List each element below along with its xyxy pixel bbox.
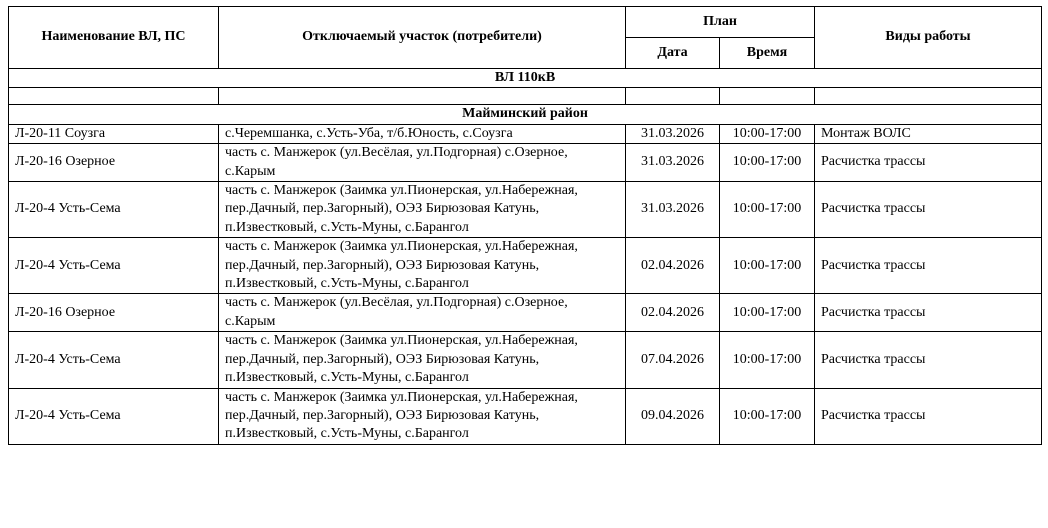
cell-line-name: Л-20-16 Озерное (9, 144, 219, 182)
cell-time: 10:00-17:00 (720, 332, 815, 388)
cell-work: Расчистка трассы (815, 144, 1042, 182)
cell-section: часть с. Манжерок (Заимка ул.Пионерская, ул.Набережная, пер.Дачный, пер.Загорный), ОЭЗ Бирюзовая Катунь, п.Известковый, с.Усть-Муны, с.Барангол (219, 388, 626, 444)
cell-date: 09.04.2026 (626, 388, 720, 444)
voltage-band: ВЛ 110кВ (9, 69, 1042, 88)
cell-section: с.Черемшанка, с.Усть-Уба, т/б.Юность, с.Соузга (219, 124, 626, 143)
cell-time: 10:00-17:00 (720, 388, 815, 444)
cell-work: Расчистка трассы (815, 332, 1042, 388)
header-section: Отключаемый участок (потребители) (219, 7, 626, 69)
cell-work: Расчистка трассы (815, 238, 1042, 294)
table-body (9, 69, 1042, 445)
blank-cell (9, 88, 219, 105)
cell-work: Расчистка трассы (815, 182, 1042, 238)
cell-time: 10:00-17:00 (720, 238, 815, 294)
cell-time: 10:00-17:00 (720, 124, 815, 143)
blank-row (9, 88, 1042, 105)
table-row (9, 238, 1042, 294)
outage-table (8, 6, 1042, 445)
header-work: Виды работы (815, 7, 1042, 69)
cell-time: 10:00-17:00 (720, 294, 815, 332)
cell-line-name: Л-20-4 Усть-Сема (9, 332, 219, 388)
cell-time: 10:00-17:00 (720, 182, 815, 238)
header-line-name: Наименование ВЛ, ПС (9, 7, 219, 69)
blank-cell (219, 88, 626, 105)
cell-section: часть с. Манжерок (ул.Весёлая, ул.Подгорная) с.Озерное, с.Карым (219, 144, 626, 182)
table-row (9, 124, 1042, 143)
cell-work: Монтаж ВОЛС (815, 124, 1042, 143)
blank-cell (815, 88, 1042, 105)
cell-line-name: Л-20-4 Усть-Сема (9, 388, 219, 444)
cell-section: часть с. Манжерок (Заимка ул.Пионерская, ул.Набережная, пер.Дачный, пер.Загорный), ОЭЗ Бирюзовая Катунь, п.Известковый, с.Усть-Муны, с.Барангол (219, 332, 626, 388)
cell-date: 31.03.2026 (626, 144, 720, 182)
table-row (9, 294, 1042, 332)
table-header (9, 7, 1042, 69)
cell-date: 07.04.2026 (626, 332, 720, 388)
blank-cell (626, 88, 720, 105)
cell-work: Расчистка трассы (815, 294, 1042, 332)
cell-section: часть с. Манжерок (Заимка ул.Пионерская, ул.Набережная, пер.Дачный, пер.Загорный), ОЭЗ Бирюзовая Катунь, п.Известковый, с.Усть-Муны, с.Барангол (219, 182, 626, 238)
cell-date: 02.04.2026 (626, 294, 720, 332)
cell-section: часть с. Манжерок (Заимка ул.Пионерская, ул.Набережная, пер.Дачный, пер.Загорный), ОЭЗ Бирюзовая Катунь, п.Известковый, с.Усть-Муны, с.Барангол (219, 238, 626, 294)
cell-line-name: Л-20-4 Усть-Сема (9, 182, 219, 238)
cell-date: 31.03.2026 (626, 182, 720, 238)
cell-line-name: Л-20-4 Усть-Сема (9, 238, 219, 294)
table-row (9, 144, 1042, 182)
header-plan: План (626, 7, 815, 38)
cell-date: 31.03.2026 (626, 124, 720, 143)
cell-time: 10:00-17:00 (720, 144, 815, 182)
cell-date: 02.04.2026 (626, 238, 720, 294)
table-row (9, 388, 1042, 444)
cell-line-name: Л-20-11 Соузга (9, 124, 219, 143)
district-band: Майминский район (9, 105, 1042, 124)
header-date: Дата (626, 38, 720, 69)
outage-schedule (8, 6, 1042, 445)
cell-line-name: Л-20-16 Озерное (9, 294, 219, 332)
table-row (9, 332, 1042, 388)
blank-cell (720, 88, 815, 105)
cell-work: Расчистка трассы (815, 388, 1042, 444)
table-row (9, 182, 1042, 238)
header-time: Время (720, 38, 815, 69)
cell-section: часть с. Манжерок (ул.Весёлая, ул.Подгорная) с.Озерное, с.Карым (219, 294, 626, 332)
